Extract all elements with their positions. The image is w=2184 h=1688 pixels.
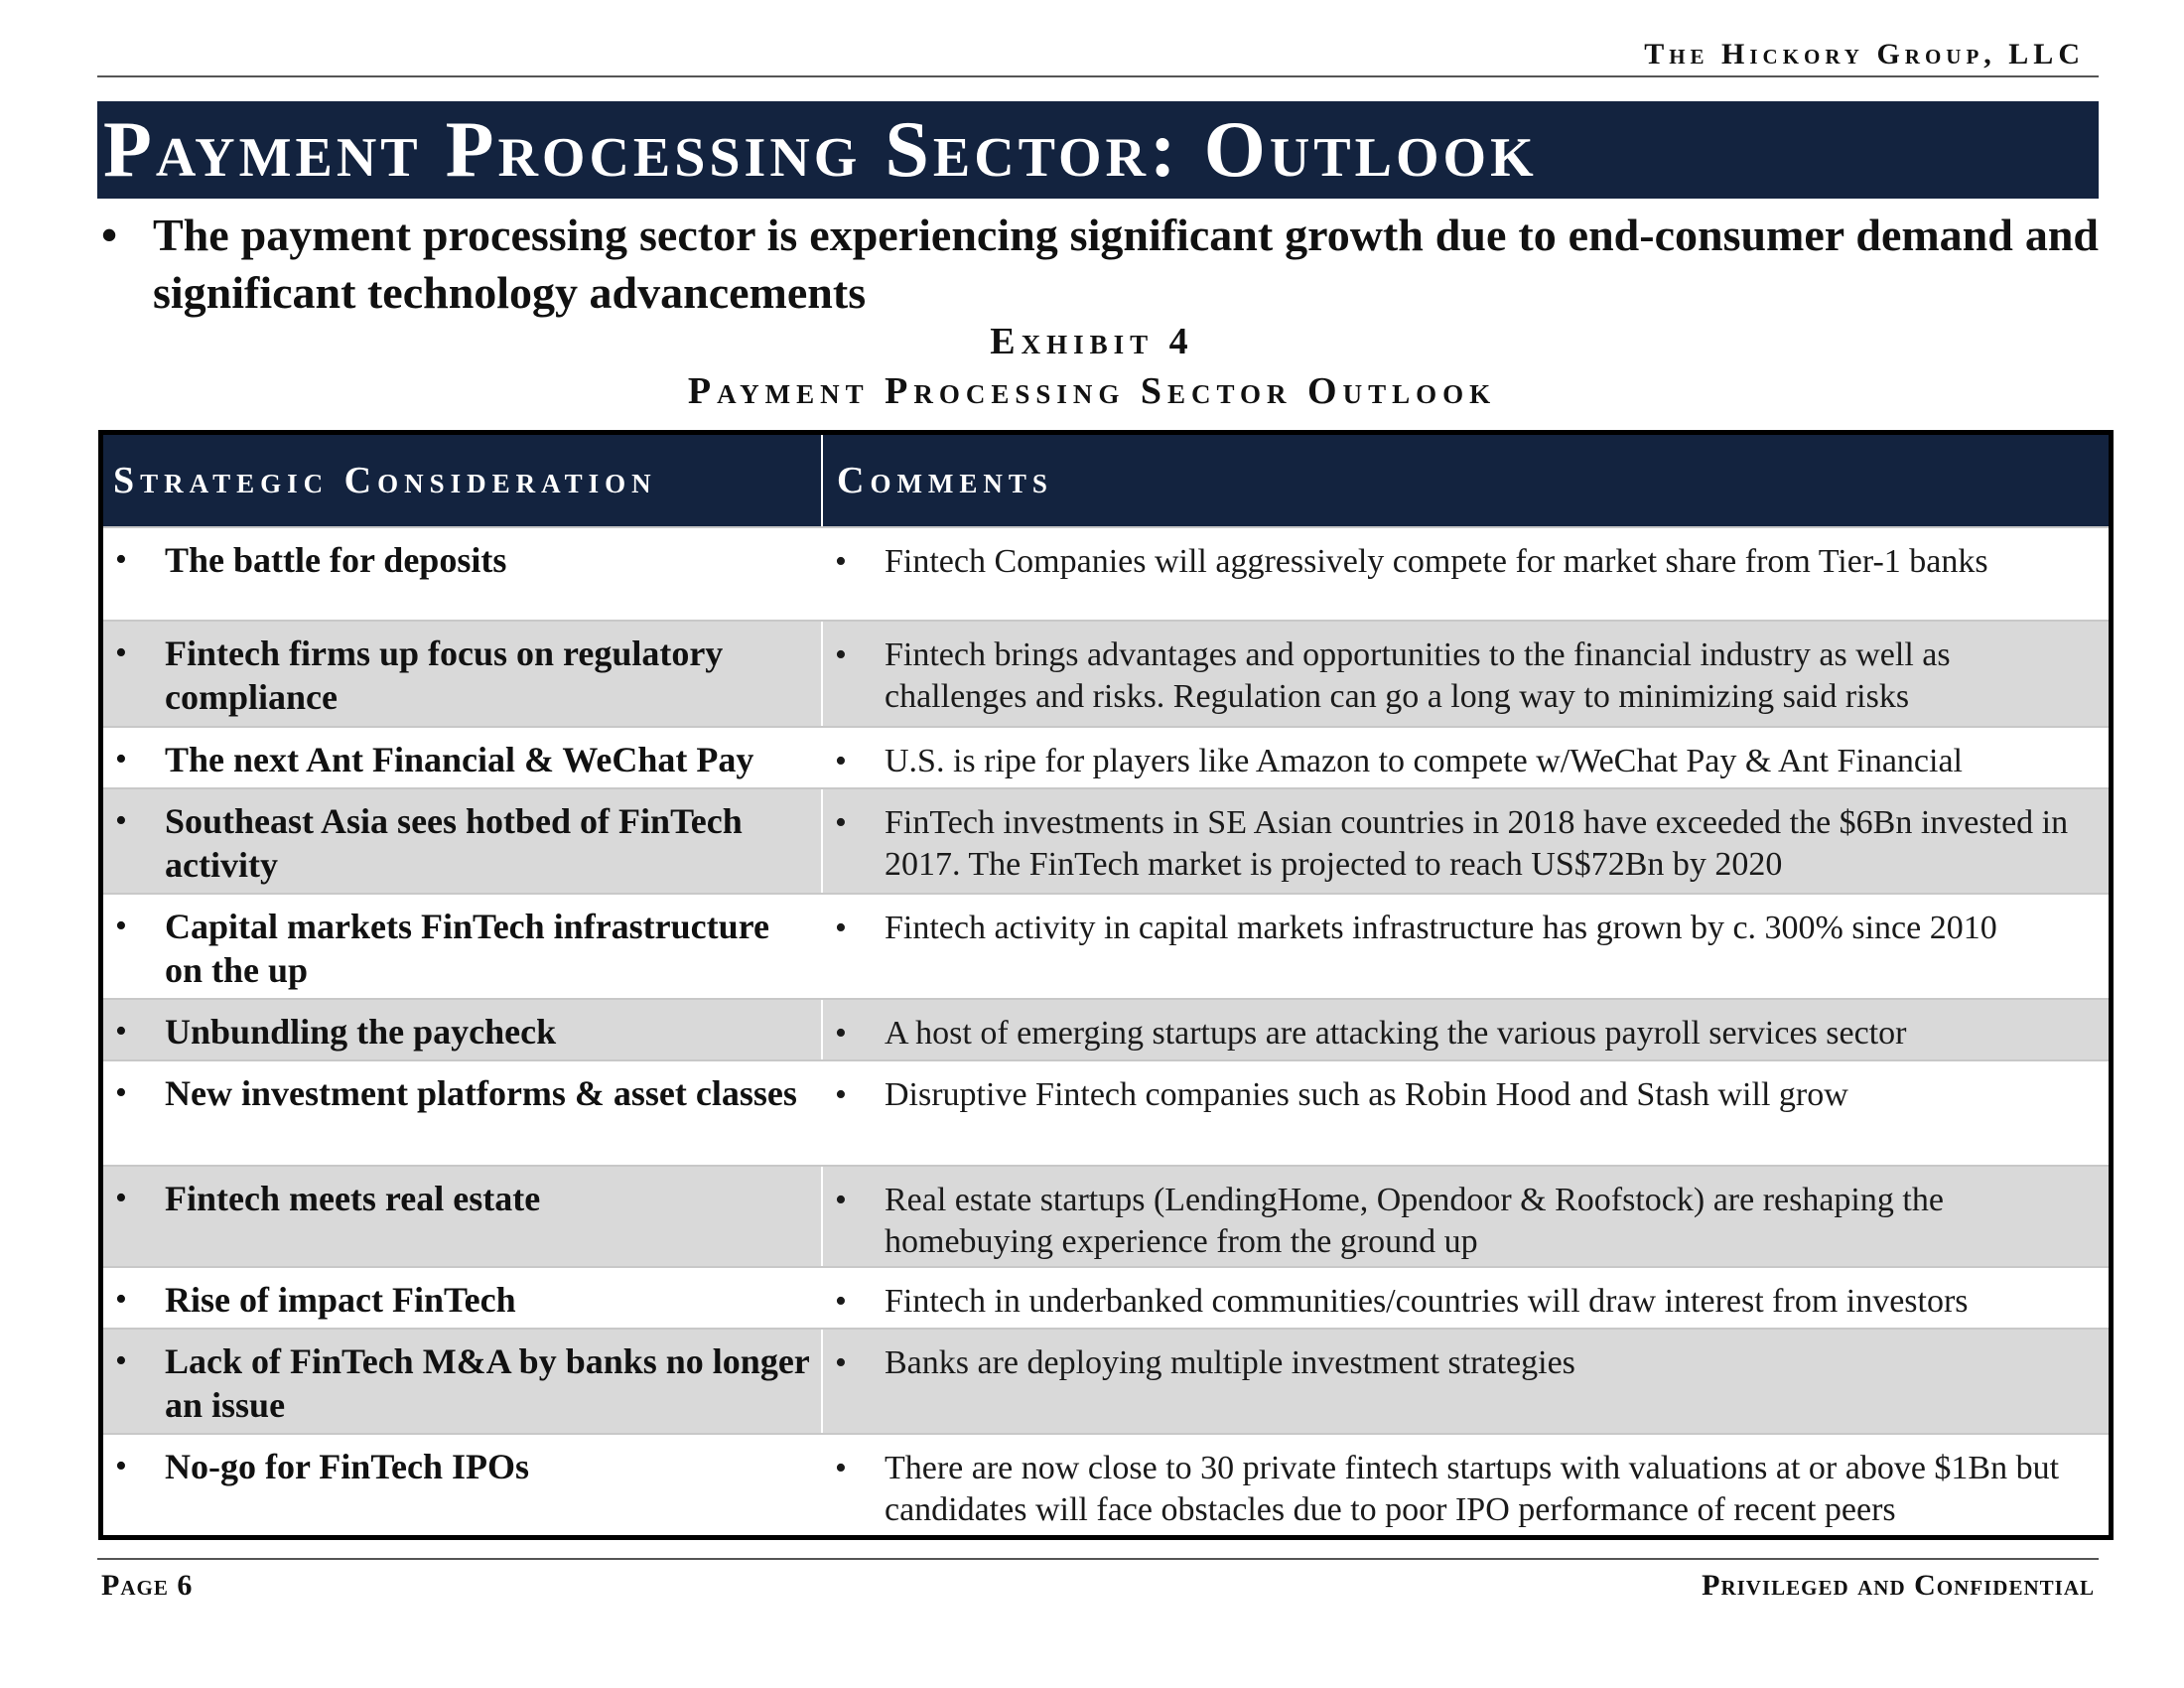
- consideration-text: The next Ant Financial & WeChat Pay: [165, 740, 754, 779]
- table-row: [103, 1059, 2109, 1165]
- confidentiality-label: Privileged and Confidential: [1702, 1569, 2095, 1602]
- consideration-text: New investment platforms & asset classes: [165, 1073, 797, 1113]
- table-row: [103, 998, 2109, 1059]
- consideration-cell: [103, 622, 823, 726]
- comment-text: Fintech in underbanked communities/countries will draw interest from investors: [885, 1283, 1969, 1320]
- consideration-cell: [103, 789, 823, 893]
- table-row: [103, 787, 2109, 893]
- page-number: Page 6: [101, 1569, 194, 1602]
- bullet-icon: •: [115, 1281, 127, 1318]
- consideration-cell: [103, 895, 823, 998]
- comment-text: Fintech Companies will aggressively compete for market share from Tier-1 banks: [885, 543, 1988, 580]
- table-row: [103, 620, 2109, 726]
- bullet-icon: •: [835, 1015, 847, 1052]
- bullet-icon: •: [115, 1074, 127, 1111]
- comment-cell: [823, 1435, 2109, 1535]
- comment-cell: [823, 728, 2109, 787]
- header-rule: [97, 75, 2099, 77]
- consideration-text: Capital markets FinTech infrastructure on the up: [165, 907, 769, 990]
- consideration-text: Southeast Asia sees hotbed of FinTech activity: [165, 801, 743, 885]
- consideration-cell: [103, 1000, 823, 1059]
- consideration-cell: [103, 1330, 823, 1433]
- bullet-icon: •: [835, 1450, 847, 1486]
- exhibit-title: Payment Processing Sector Outlook: [687, 370, 1497, 412]
- comment-cell: [823, 1167, 2109, 1266]
- consideration-text: Fintech firms up focus on regulatory compliance: [165, 633, 724, 717]
- bullet-icon: •: [115, 908, 127, 944]
- bullet-icon: •: [835, 1076, 847, 1113]
- bullet-icon: •: [115, 541, 127, 578]
- comment-cell: [823, 1330, 2109, 1433]
- consideration-cell: [103, 528, 823, 620]
- bullet-icon: •: [115, 1448, 127, 1484]
- table-row: [103, 526, 2109, 620]
- consideration-cell: [103, 1268, 823, 1328]
- table-row: [103, 1165, 2109, 1266]
- bullet-icon: •: [115, 634, 127, 671]
- comment-cell: [823, 1000, 2109, 1059]
- page-title: Payment Processing Sector: Outlook: [103, 106, 1538, 194]
- consideration-text: Rise of impact FinTech: [165, 1280, 516, 1320]
- bullet-icon: •: [835, 636, 847, 673]
- table-header: [103, 435, 2109, 526]
- firm-name: The Hickory Group, LLC: [1644, 38, 2085, 70]
- consideration-cell: [103, 1167, 823, 1266]
- exhibit-number: Exhibit 4: [990, 321, 1194, 362]
- bullet-icon: •: [835, 910, 847, 946]
- lead-bullet: [97, 207, 2099, 322]
- consideration-cell: [103, 1061, 823, 1165]
- comment-cell: [823, 789, 2109, 893]
- comment-cell: [823, 528, 2109, 620]
- consideration-text: Fintech meets real estate: [165, 1179, 541, 1218]
- consideration-cell: [103, 1435, 823, 1535]
- comment-text: A host of emerging startups are attacking the various payroll services sector: [885, 1015, 1907, 1052]
- comment-cell: [823, 895, 2109, 998]
- comment-text: Real estate startups (LendingHome, Opendoor & Roofstock) are reshaping the homebuying experience from the ground up: [885, 1182, 1944, 1260]
- table-row: [103, 1433, 2109, 1535]
- bullet-icon: •: [115, 1342, 127, 1379]
- bullet-icon: •: [115, 1013, 127, 1050]
- consideration-text: Lack of FinTech M&A by banks no longer an issue: [165, 1341, 810, 1425]
- comment-text: Banks are deploying multiple investment strategies: [885, 1344, 1575, 1381]
- bullet-icon: •: [115, 741, 127, 777]
- bullet-icon: •: [835, 804, 847, 841]
- comment-text: Fintech brings advantages and opportunities to the financial industry as well as challenges and risks. Regulation can go a long way to minimizing said risks: [885, 636, 1951, 715]
- outlook-table: [98, 430, 2114, 1540]
- title-bar: [97, 101, 2099, 199]
- column-header-consideration: Strategic Consideration: [103, 435, 823, 526]
- bullet-icon: •: [835, 1283, 847, 1320]
- bullet-icon: •: [835, 1344, 847, 1381]
- column-header-comments: Comments: [837, 460, 1053, 501]
- bullet-icon: •: [101, 210, 118, 260]
- comment-cell: [823, 622, 2109, 726]
- bullet-icon: •: [115, 1180, 127, 1216]
- consideration-cell: [103, 728, 823, 787]
- bullet-icon: •: [835, 1182, 847, 1218]
- comment-text: U.S. is ripe for players like Amazon to compete w/WeChat Pay & Ant Financial: [885, 743, 1963, 779]
- comment-text: FinTech investments in SE Asian countries in 2018 have exceeded the $6Bn invested in 2017. The FinTech market is projected to reach US$72Bn by 2020: [885, 804, 2069, 883]
- bullet-icon: •: [835, 543, 847, 580]
- table-row: [103, 893, 2109, 998]
- comment-text: Fintech activity in capital markets infrastructure has grown by c. 300% since 2010: [885, 910, 1997, 946]
- consideration-text: The battle for deposits: [165, 540, 507, 580]
- comment-text: There are now close to 30 private fintech startups with valuations at or above $1Bn but candidates will face obstacles due to poor IPO performance of recent peers: [885, 1450, 2060, 1528]
- lead-bullet-text: The payment processing sector is experiencing significant growth due to end-consumer demand and significant technology advancements: [153, 210, 2099, 318]
- table-row: [103, 726, 2109, 787]
- comment-cell: [823, 1061, 2109, 1165]
- comment-cell: [823, 1268, 2109, 1328]
- table-row: [103, 1328, 2109, 1433]
- consideration-text: No-go for FinTech IPOs: [165, 1447, 530, 1486]
- bullet-icon: •: [835, 743, 847, 779]
- bullet-icon: •: [115, 802, 127, 839]
- comment-text: Disruptive Fintech companies such as Robin Hood and Stash will grow: [885, 1076, 1848, 1113]
- consideration-text: Unbundling the paycheck: [165, 1012, 557, 1052]
- footer-rule: [97, 1558, 2099, 1560]
- table-row: [103, 1266, 2109, 1328]
